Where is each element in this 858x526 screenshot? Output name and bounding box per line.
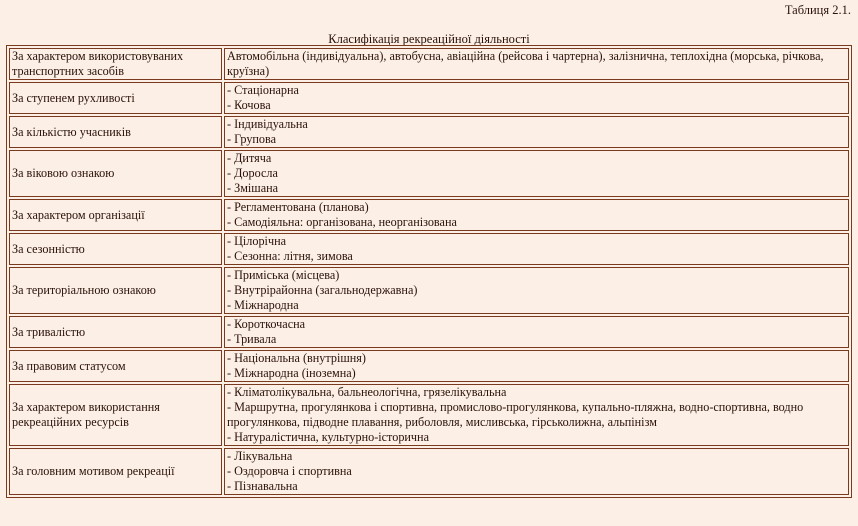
table-row [9, 199, 849, 231]
criterion-cell: За віковою ознакою [9, 150, 222, 197]
type-item: - Стаціонарна [227, 83, 299, 97]
table-row [9, 384, 849, 446]
type-item: Автомобільна (індивідуальна), автобусна, авіаційна (рейсова і чартерна), залізнична, теплохідна (морська, річкова, круїзна) [227, 49, 824, 78]
type-item: - Кліматолікувальна, бальнеологічна, грязелікувальна [227, 385, 507, 399]
table-row [9, 350, 849, 382]
types-cell [224, 116, 849, 148]
type-item: - Цілорічна [227, 234, 287, 248]
criterion-cell: За характером використовуваних транспортних засобів [9, 48, 222, 80]
types-cell [224, 350, 849, 382]
types-cell [224, 316, 849, 348]
table-number: Таблиця 2.1. [784, 3, 851, 17]
table-caption: Класифікація рекреаційної діяльності [328, 32, 530, 46]
type-item: - Натуралістична, культурно-історична [227, 430, 429, 444]
criterion-cell: За тривалістю [9, 316, 222, 348]
type-item: - Національна (внутрішня) [227, 351, 366, 365]
type-item: - Тривала [227, 332, 277, 346]
type-item: - Міжнародна [227, 298, 299, 312]
type-item: - Дитяча [227, 151, 272, 165]
table-row [9, 448, 849, 495]
types-cell [224, 384, 849, 446]
type-item: - Пізнавальна [227, 479, 298, 493]
type-item: - Маршрутна, прогулянкова і спортивна, промислово-прогулянкова, купально-пляжна, водно-спортивна, водно прогулянкова, підводне плавання, риболовля, мисливська, гірськолижна, альпінізм [227, 400, 804, 429]
type-item: - Приміська (місцева) [227, 268, 340, 282]
type-item: - Самодіяльна: організована, неорганізована [227, 215, 457, 229]
criterion-cell: За кількістю учасників [9, 116, 222, 148]
table-row [9, 233, 849, 265]
criterion-cell: За ступенем рухливості [9, 82, 222, 114]
table-row [9, 267, 849, 314]
types-cell [224, 448, 849, 495]
type-item: - Внутрірайонна (загальнодержавна) [227, 283, 418, 297]
type-item: - Доросла [227, 166, 278, 180]
criterion-cell: За характером використання рекреаційних ресурсів [9, 384, 222, 446]
types-cell [224, 48, 849, 80]
table-row [9, 48, 849, 80]
criterion-cell: За територіальною ознакою [9, 267, 222, 314]
types-cell [224, 150, 849, 197]
type-item: - Регламентована (планова) [227, 200, 369, 214]
types-cell [224, 233, 849, 265]
type-item: - Сезонна: літня, зимова [227, 249, 353, 263]
type-item: - Оздоровча і спортивна [227, 464, 352, 478]
type-item: - Міжнародна (іноземна) [227, 366, 356, 380]
criterion-cell: За головним мотивом рекреації [9, 448, 222, 495]
types-cell [224, 199, 849, 231]
table-row [9, 316, 849, 348]
types-cell [224, 267, 849, 314]
types-cell [224, 82, 849, 114]
type-item: - Змішана [227, 181, 279, 195]
criterion-cell: За характером організації [9, 199, 222, 231]
type-item: - Групова [227, 132, 277, 146]
classification-table [6, 45, 852, 498]
type-item: - Лікувальна [227, 449, 293, 463]
table-row [9, 150, 849, 197]
table-row [9, 116, 849, 148]
table-row [9, 82, 849, 114]
criterion-cell: За сезонністю [9, 233, 222, 265]
type-item: - Індивідуальна [227, 117, 308, 131]
type-item: - Короткочасна [227, 317, 306, 331]
classification-table-body [9, 48, 849, 495]
criterion-cell: За правовим статусом [9, 350, 222, 382]
type-item: - Кочова [227, 98, 271, 112]
